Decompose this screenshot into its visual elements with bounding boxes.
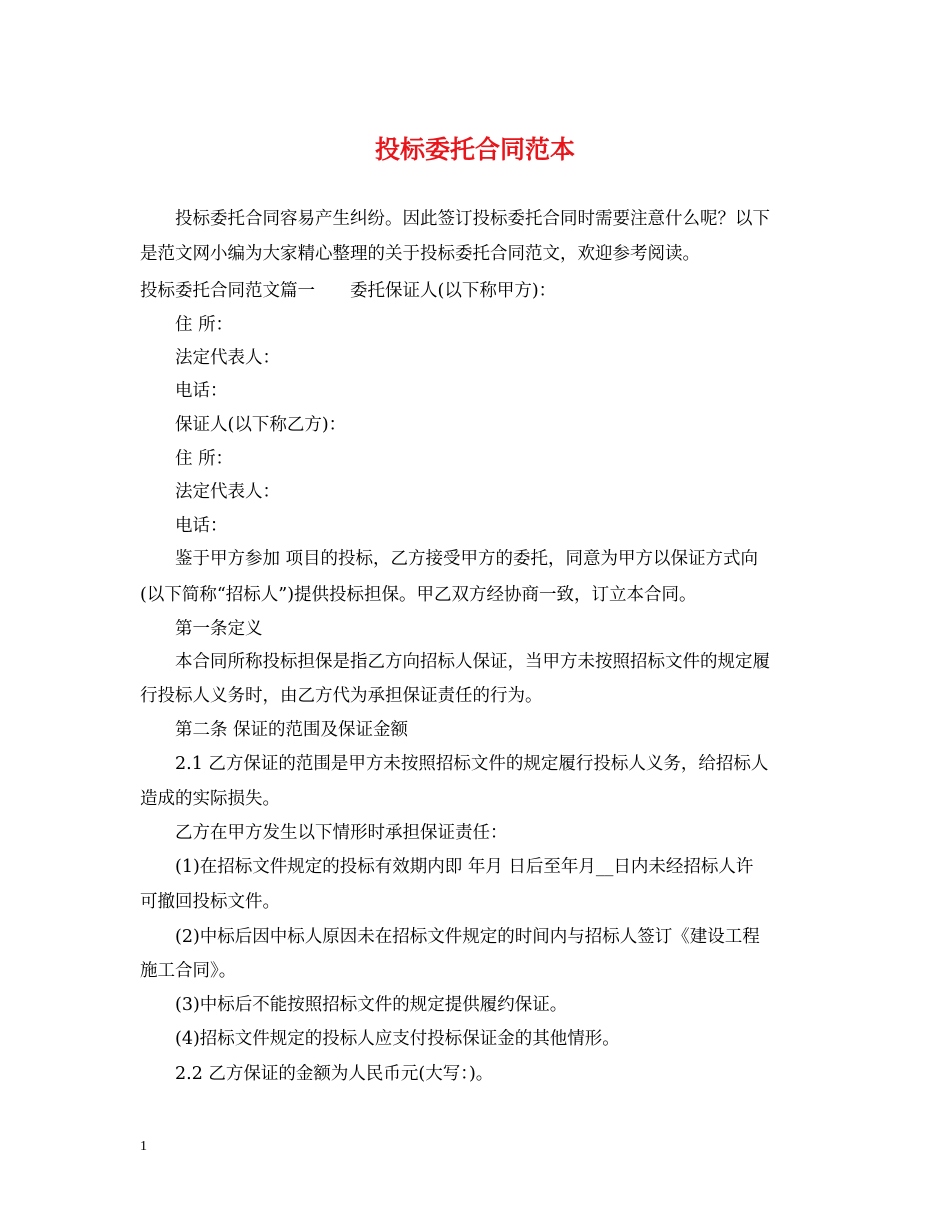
- text-line: 第一条定义: [140, 619, 263, 639]
- text-line: 投标委托合同容易产生纠纷。因此签订投标委托合同时需要注意什么呢？以下: [140, 209, 770, 229]
- text-line: (1)在招标文件规定的投标有效期内即 年月 日后至年月__日内未经招标人许: [140, 857, 754, 877]
- text-line: 乙方在甲方发生以下情形时承担保证责任：: [140, 823, 508, 843]
- text-line: 保证人(以下称乙方)：: [140, 415, 347, 435]
- text-line: (以下简称“招标人”)提供投标担保。甲乙双方经协商一致，订立本合同。: [140, 585, 697, 605]
- text-line: 电话：: [140, 516, 228, 536]
- text-line: 住 所：: [140, 449, 234, 469]
- text-line: 施工合同》。: [140, 961, 237, 981]
- text-line: 造成的实际损失。: [140, 789, 280, 809]
- text-line: 本合同所称投标担保是指乙方向招标人保证，当甲方未按照招标文件的规定履: [140, 652, 770, 672]
- text-line: 电话：: [140, 381, 228, 401]
- text-line: (3)中标后不能按照招标文件的规定提供履约保证。: [140, 995, 568, 1015]
- text-line: 行投标人义务时，由乙方代为承担保证责任的行为。: [140, 686, 543, 706]
- text-line: 法定代表人：: [140, 482, 280, 502]
- text-line: 住 所：: [140, 315, 234, 335]
- text-line: 投标委托合同范文篇一 委托保证人(以下称甲方)：: [140, 281, 557, 301]
- page-number: 1: [140, 1139, 147, 1154]
- text-line: 法定代表人：: [140, 348, 280, 368]
- text-line: (2)中标后因中标人原因未在招标文件规定的时间内与招标人签订《建设工程: [140, 927, 760, 947]
- text-line: 是范文网小编为大家精心整理的关于投标委托合同范文，欢迎参考阅读。: [140, 244, 700, 264]
- text-line: 2.2 乙方保证的金额为人民币元(大写：)。: [140, 1064, 494, 1084]
- text-line: 鉴于甲方参加 项目的投标，乙方接受甲方的委托，同意为甲方以保证方式向: [140, 549, 759, 569]
- text-line: 2.1 乙方保证的范围是甲方未按照招标文件的规定履行投标人义务，给招标人: [140, 754, 769, 774]
- text-line: 第二条 保证的范围及保证金额: [140, 720, 409, 740]
- text-line: (4)招标文件规定的投标人应支付投标保证金的其他情形。: [140, 1029, 620, 1049]
- page-title: 投标委托合同范本: [374, 135, 575, 164]
- text-line: 可撤回投标文件。: [140, 892, 280, 912]
